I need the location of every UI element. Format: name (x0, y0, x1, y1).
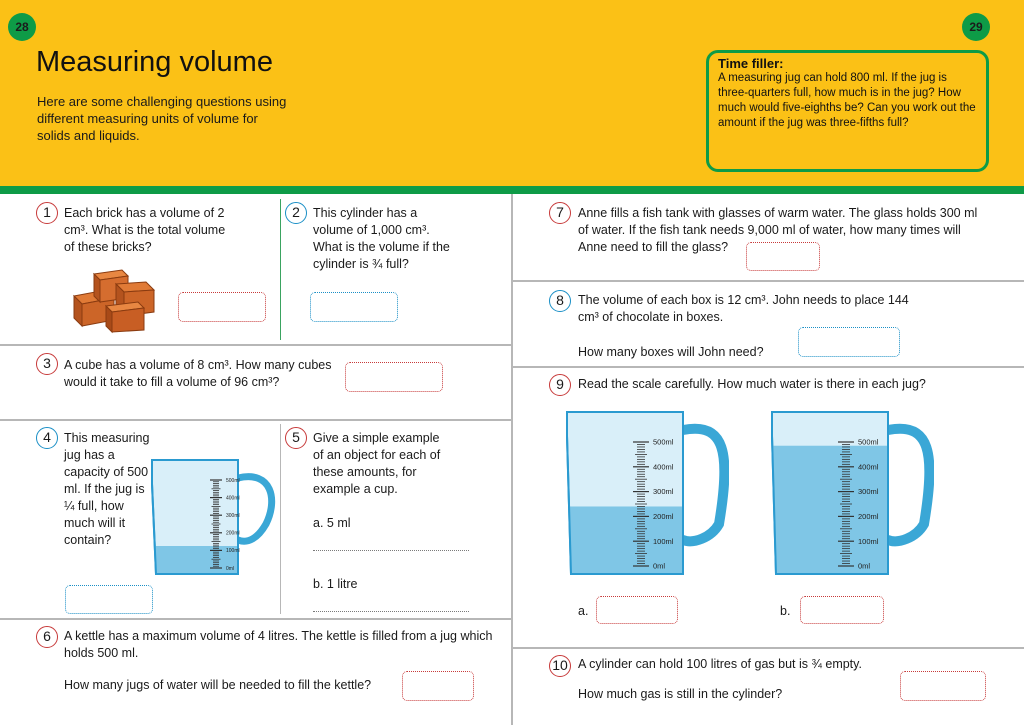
page-number-right: 29 (962, 13, 990, 41)
question-10-text: A cylinder can hold 100 litres of gas but is ¾ empty. (578, 657, 862, 671)
page-number-left: 28 (8, 13, 36, 41)
answer-box-q2[interactable] (310, 292, 398, 322)
answer-box-q4[interactable] (65, 585, 153, 614)
question-number-3: 3 (36, 353, 58, 375)
jug-scale-label: 300ml (858, 487, 879, 497)
measuring-jug-q4 (150, 456, 276, 578)
jug-water (565, 506, 729, 580)
answer-line-q5b[interactable] (313, 611, 469, 612)
question-9-text: Read the scale carefully. How much water is there in each jug? (578, 377, 926, 391)
divider-left-2 (0, 419, 511, 421)
answer-box-q1[interactable] (178, 292, 266, 322)
divider-q4-q5 (280, 424, 281, 614)
answer-box-q10[interactable] (900, 671, 986, 701)
answer-box-q3[interactable] (345, 362, 443, 392)
jug-handle (238, 477, 272, 542)
jug-handle (888, 429, 929, 541)
question-8-text: The volume of each box is 12 cm³. John needs to place 144 cm³ of chocolate in boxes. (578, 293, 909, 324)
jug-scale-label: 200ml (858, 512, 879, 522)
measuring-jug-9b (770, 408, 934, 580)
time-filler-box (706, 50, 989, 172)
question-1-text: Each brick has a volume of 2 cm³. What is the total volume of these bricks? (64, 206, 226, 254)
page-title: Measuring volume (36, 46, 273, 78)
answer-box-q6[interactable] (402, 671, 474, 701)
question-9-label-a: a. (578, 604, 589, 618)
page-spine (511, 194, 513, 725)
question-number-5: 5 (285, 427, 307, 449)
question-number-8: 8 (549, 290, 571, 312)
jug-scale-label: 0ml (226, 565, 235, 572)
divider-q1-q2 (280, 199, 281, 340)
measuring-jug-9a (565, 408, 729, 580)
question-5-part-b: b. 1 litre (313, 577, 358, 591)
question-5-text: Give a simple example of an object for each of these amounts, for example a cup. (313, 431, 441, 496)
bricks-illustration (66, 264, 162, 334)
divider-right-2 (513, 366, 1024, 368)
jug-water (770, 446, 934, 580)
jug-scale-label: 200ml (653, 512, 674, 522)
jug-scale-label: 500ml (858, 437, 879, 447)
intro-text: Here are some challenging questions using different measuring units of volume for solids and liquids. (37, 94, 287, 143)
question-9-label-b: b. (780, 604, 791, 618)
answer-line-q5a[interactable] (313, 550, 469, 551)
question-4-text: This measuring jug has a capacity of 500 ml. If the jug is ¼ full, how much will it contain? (64, 431, 150, 547)
question-10-text-2: How much gas is still in the cylinder? (578, 687, 783, 701)
jug-scale-label: 0ml (653, 561, 666, 571)
answer-box-q7[interactable] (746, 242, 820, 271)
answer-box-q9b[interactable] (800, 596, 884, 624)
jug-scale-label: 400ml (858, 462, 879, 472)
jug-handle (683, 429, 724, 541)
question-number-9: 9 (549, 374, 571, 396)
jug-scale-label: 100ml (858, 536, 879, 546)
jug-scale-label: 0ml (858, 561, 871, 571)
jug-scale-label: 500ml (226, 477, 240, 484)
question-8-text-2: How many boxes will John need? (578, 345, 764, 359)
jug-scale-label: 100ml (226, 548, 240, 555)
question-2-text: This cylinder has a volume of 1,000 cm³. What is the volume if the cylinder is ¾ full? (313, 206, 450, 271)
divider-left-3 (0, 618, 511, 620)
jug-scale-label: 400ml (226, 495, 240, 502)
answer-box-q9a[interactable] (596, 596, 678, 624)
question-6-text: A kettle has a maximum volume of 4 litres. The kettle is filled from a jug which holds 500 ml. (64, 629, 493, 660)
question-number-7: 7 (549, 202, 571, 224)
jug-scale-label: 200ml (226, 530, 240, 537)
jug-scale-label: 500ml (653, 437, 674, 447)
divider-right-3 (513, 647, 1024, 649)
header-divider (0, 186, 1024, 194)
time-filler-title: Time filler: (718, 56, 784, 71)
question-number-4: 4 (36, 427, 58, 449)
divider-left-1 (0, 344, 511, 346)
jug-scale-label: 400ml (653, 462, 674, 472)
divider-right-1 (513, 280, 1024, 282)
question-number-6: 6 (36, 626, 58, 648)
jug-scale-label: 100ml (653, 536, 674, 546)
question-number-10: 10 (549, 655, 571, 677)
answer-box-q8[interactable] (798, 327, 900, 357)
question-7-text: Anne fills a fish tank with glasses of warm water. The glass holds 300 ml of water. If the fish tank needs 9,000 ml of water, how many times will Anne need to fill the glass? (578, 206, 978, 254)
jug-scale-label: 300ml (653, 487, 674, 497)
jug-scale-label: 300ml (226, 512, 240, 519)
time-filler-text: A measuring jug can hold 800 ml. If the jug is three-quarters full, how much is in the jug? How much would five-eighths be? Can you work out the amount if the jug was three-fifths full? (718, 72, 976, 129)
question-6-text-2: How many jugs of water will be needed to fill the kettle? (64, 678, 372, 692)
question-3-text: A cube has a volume of 8 cm³. How many cubes would it take to fill a volume of 96 cm³? (64, 358, 332, 389)
question-number-1: 1 (36, 202, 58, 224)
question-5-part-a: a. 5 ml (313, 516, 351, 530)
question-number-2: 2 (285, 202, 307, 224)
